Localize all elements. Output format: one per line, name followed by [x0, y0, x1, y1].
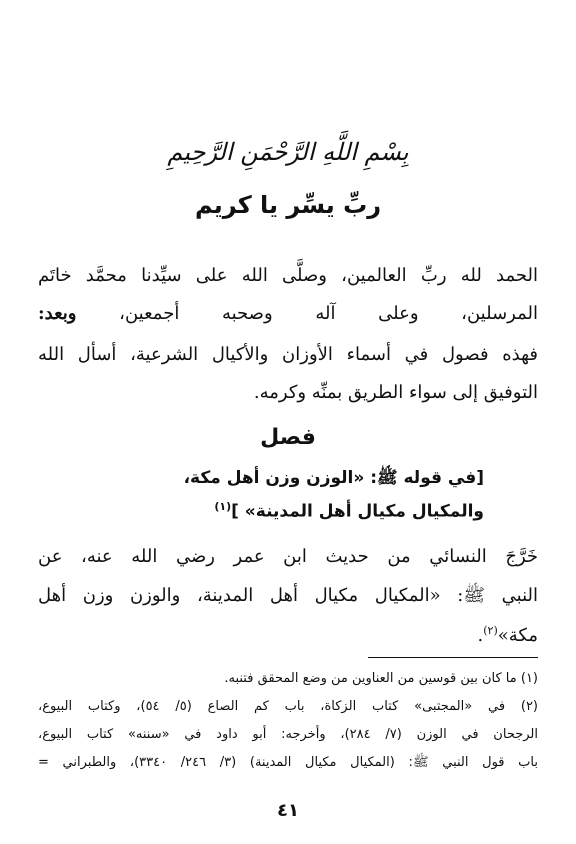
intro-wa-bad: وبعد: — [38, 303, 77, 324]
intro-line-2 — [38, 296, 538, 332]
footnote-divider — [368, 657, 538, 658]
footnote-2-number: (٢) — [520, 699, 538, 714]
intro-line-4: التوفيق إلى سواء الطريق بمنِّه وكرمه. — [253, 382, 538, 403]
footnote-ref-1: (١) — [214, 500, 232, 513]
chapter-heading-line-1: [في قوله ﷺ: «الوزن وزن أهل مكة، — [183, 468, 484, 488]
invocation-line: ربِّ يسِّر يا كريم — [194, 191, 382, 219]
footnote-2-continuation-2: باب قول النبي ﷺ: (المكيال مكيال المدينة) (٣/ ٢٤٦/ ٣٣٤٠)، والطبراني = — [38, 755, 539, 770]
intro-line-3: فهذه فصول في أسماء الأوزان والأكيال الشرعية، أسأل الله — [38, 344, 538, 365]
footnote-1-text: ما كان بين قوسين من العناوين من وضع المحقق فتنبه. — [224, 671, 517, 686]
chapter-heading-text: والمكيال مكيال أهل المدينة» ] — [231, 501, 484, 522]
footnote-2-text: في «المجتبى» كتاب الزكاة، باب كم الصاع (٥/ ٥٤)، وكتاب البيوع، — [38, 699, 506, 714]
hadith-line-1: خَرَّجَ النسائي من حديث ابن عمر رضي الله عنه، عن — [38, 546, 538, 567]
footnote-1-number: (١) — [520, 671, 538, 686]
intro-line-2-text: المرسلين، وعلى آله وصحبه أجمعين، — [119, 303, 538, 324]
chapter-heading-line-2 — [214, 500, 484, 522]
intro-line-1: الحمد لله ربِّ العالمين، وصلَّى الله على سيِّدنا محمَّد خاتَم — [38, 265, 538, 286]
hadith-ending: مكة» — [497, 625, 538, 646]
footnote-1 — [38, 666, 538, 692]
page-number: ٤١ — [277, 800, 299, 821]
footnote-2-continuation-1: الرجحان في الوزن (٧/ ٢٨٤)، وأخرجه: أبو داود في «سننه» كتاب البيوع، — [38, 727, 538, 742]
hadith-line-2: النبي ﷺ: «المكيال مكيال أهل المدينة، والوزن وزن أهل — [38, 585, 538, 606]
footnote-ref-2: (٢) — [483, 624, 498, 637]
hadith-line-3: مكة»$^{(٢)}$. — [477, 624, 538, 646]
footnote-2 — [38, 694, 538, 720]
basmala-calligraphy: بِسْمِ اللَّهِ الرَّحْمَنِ الرَّحِيمِ — [167, 138, 409, 166]
section-title: فصل — [260, 425, 316, 450]
